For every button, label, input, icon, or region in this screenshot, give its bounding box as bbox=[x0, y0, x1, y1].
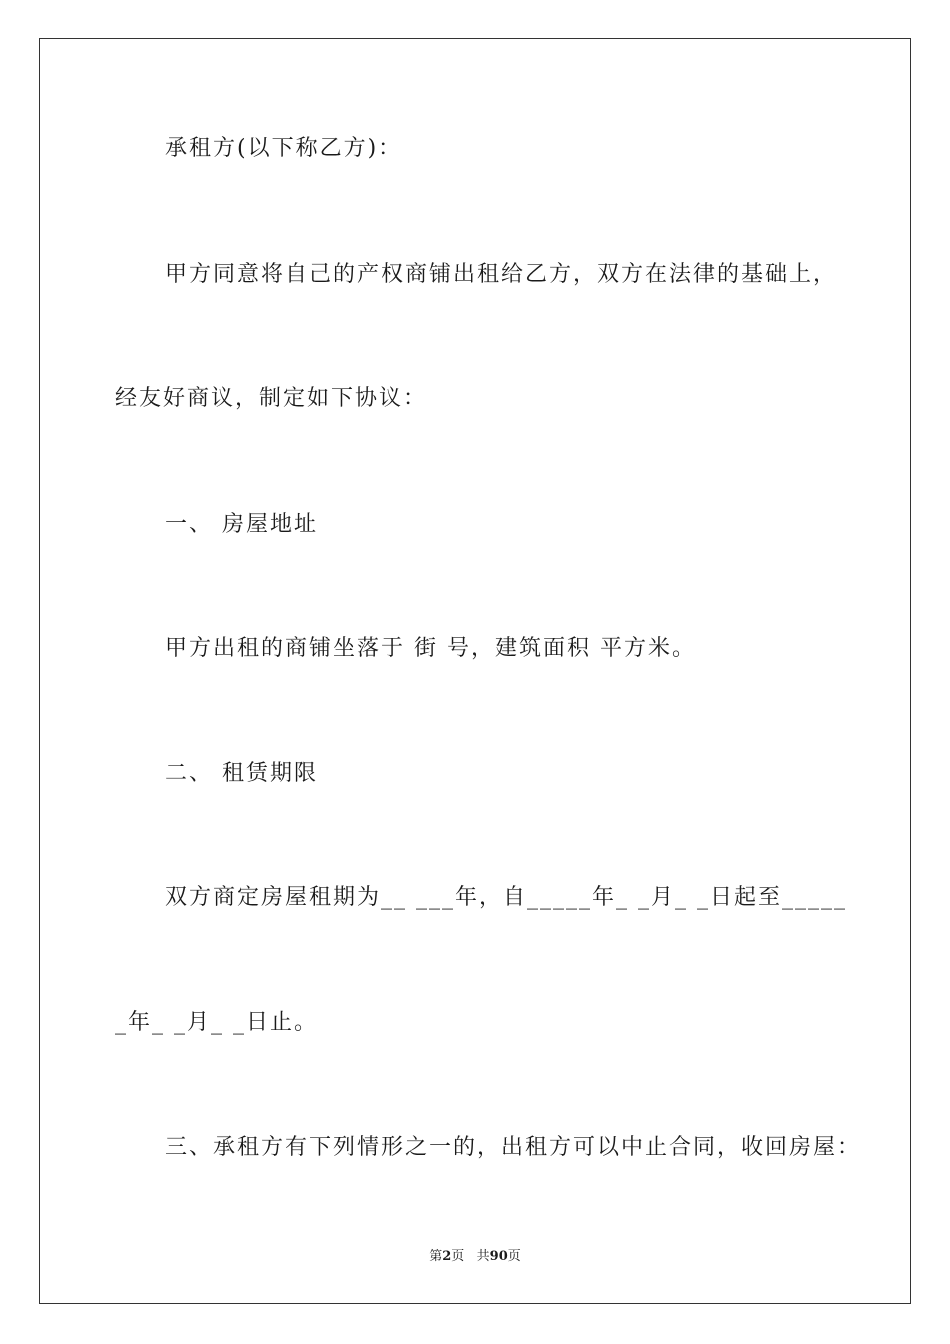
paragraph-address: 甲方出租的商铺坐落于 街 号，建筑面积 平方米。 bbox=[165, 636, 696, 661]
footer-mid: 页 共 bbox=[451, 1249, 490, 1264]
footer-prefix: 第 bbox=[429, 1249, 443, 1264]
page-border bbox=[39, 38, 911, 1304]
section-heading-term: 二、 租赁期限 bbox=[165, 761, 318, 786]
paragraph-term-cont: _年_ _月_ _日止。 bbox=[115, 1010, 318, 1035]
footer-current-page: 2 bbox=[442, 1249, 452, 1264]
paragraph-agreement-cont: 经友好商议，制定如下协议： bbox=[115, 386, 428, 411]
section-heading-termination: 三、承租方有下列情形之一的，出租方可以中止合同，收回房屋： bbox=[165, 1135, 862, 1160]
paragraph-lessee: 承租方(以下称乙方)： bbox=[165, 136, 403, 161]
section-heading-address: 一、 房屋地址 bbox=[165, 512, 318, 537]
footer-suffix: 页 bbox=[507, 1249, 521, 1264]
footer-total-pages: 90 bbox=[489, 1249, 508, 1264]
paragraph-agreement: 甲方同意将自己的产权商铺出租给乙方，双方在法律的基础上， bbox=[165, 262, 838, 287]
paragraph-term: 双方商定房屋租期为__ ___年，自_____年_ _月_ _日起至_____ bbox=[165, 885, 847, 910]
page-footer bbox=[0, 1248, 950, 1266]
